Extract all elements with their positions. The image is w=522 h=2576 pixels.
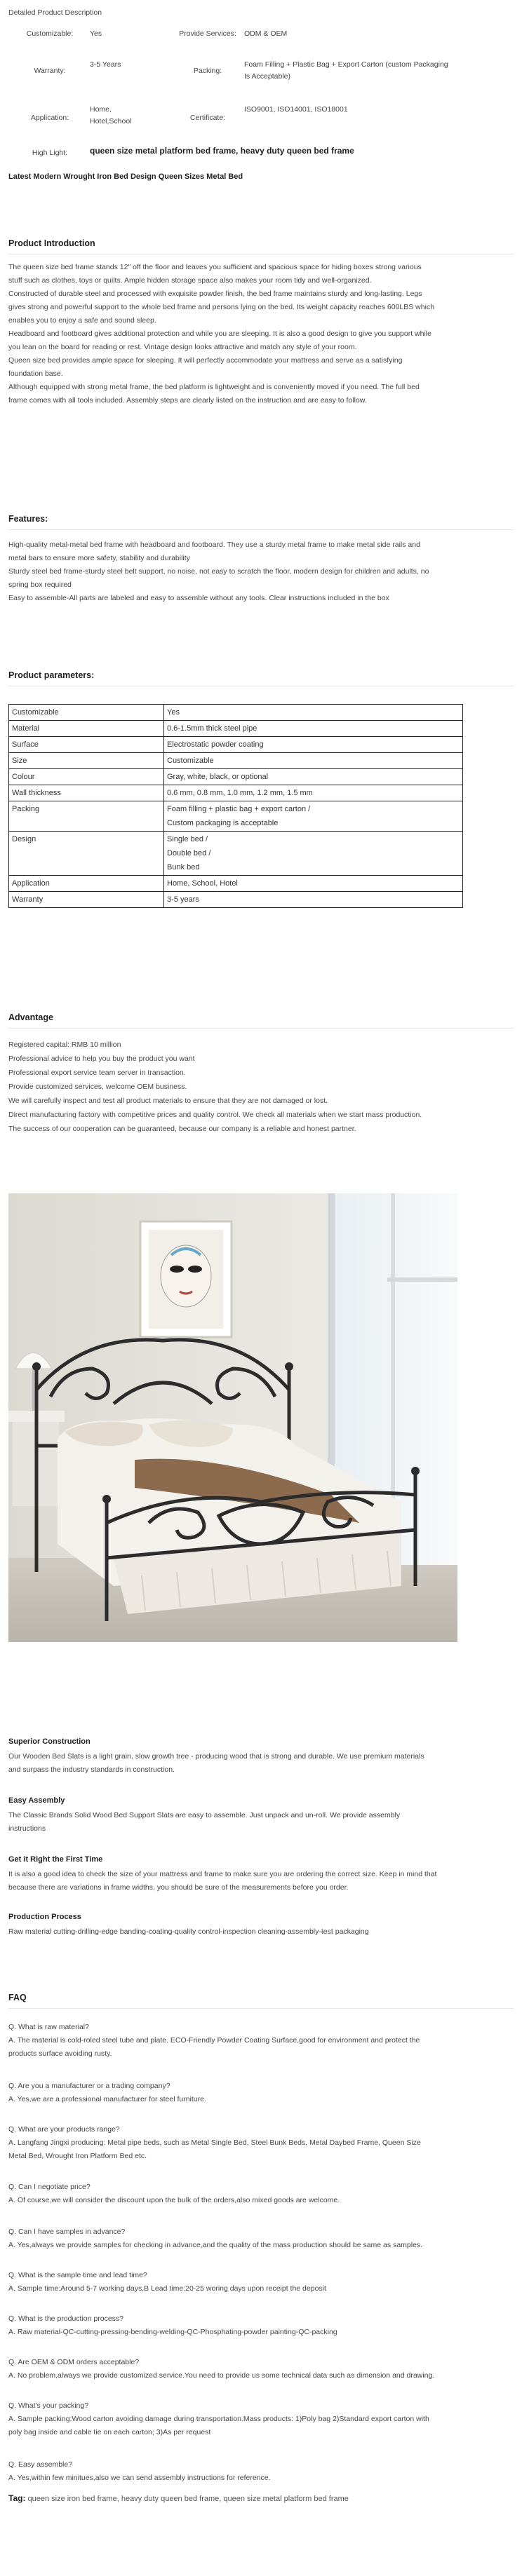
table-row (9, 769, 463, 785)
tag-link[interactable]: heavy duty queen bed frame (121, 2495, 220, 2503)
faq-answer: A. Sample time:Around 5-7 working days,B Lead time:20-25 woring days upon receipt the deposit (8, 2284, 326, 2293)
faq-question: Q. What are your products range? (8, 2125, 120, 2134)
faq-answer: A. Raw material-QC-cutting-pressing-bending-welding-QC-Phosphating-powder painting-QC-packing (8, 2328, 337, 2336)
highlight-label: High Light: (32, 149, 68, 157)
feature-line: metal bars to ensure more safety, stability and durability (8, 554, 190, 562)
table-row (9, 892, 463, 908)
faq-item (8, 2123, 517, 2163)
section-divider (8, 1028, 514, 1029)
section-line: The Classic Brands Solid Wood Bed Support Slats are easy to assemble. Just unpack and un-roll. We provide assembly (8, 1811, 401, 1819)
faq-question: Q. Can I have samples in advance? (8, 2228, 126, 2236)
table-row (9, 705, 463, 721)
param-value-line: Bunk bed (167, 863, 200, 872)
param-value (164, 801, 463, 832)
intro-line: The queen size bed frame stands 12" off the floor and leaves you sufficient and spacious space for hiding boxes strong various (8, 263, 422, 271)
product-photo (8, 1193, 457, 1642)
right-first-time-heading: Get it Right the First Time (8, 1855, 103, 1864)
faq-item (8, 2021, 517, 2061)
param-value: 0.6-1.5mm thick steel pipe (164, 721, 463, 737)
intro-heading: Product Introduction (8, 238, 95, 248)
spec-label-customizable: Customizable: (26, 29, 74, 38)
faq-question: Q. What is the production process? (8, 2314, 123, 2323)
highlight-value: queen size metal platform bed frame, heavy duty queen bed frame (90, 146, 354, 156)
advantage-paragraph (8, 1038, 517, 1136)
intro-line: gives strong and powerful support to the whole bed frame and persons lying on the bed. Its weight capacity reaches 600LBS which (8, 303, 435, 311)
section-divider (8, 254, 514, 255)
spec-value-certificate: ISO9001, ISO14001, ISO18001 (244, 105, 348, 114)
production-process-heading: Production Process (8, 1913, 81, 1921)
construction-heading: Superior Construction (8, 1737, 91, 1746)
param-value-line: Custom packaging is acceptable (167, 819, 279, 827)
advantage-line: Direct manufacturing factory with competitive prices and quality control. We check all materials when we start mass production. (8, 1111, 422, 1119)
faq-question: Q. Are OEM & ODM orders acceptable? (8, 2358, 140, 2366)
intro-line: stuff such as clothes, toys or quilts. Ample hidden storage space also makes your room tidy and well-organized. (8, 276, 372, 285)
param-key: Wall thickness (9, 785, 164, 801)
param-key: Packing (9, 801, 164, 832)
advantage-line: Registered capital: RMB 10 million (8, 1040, 121, 1049)
faq-answer: A. The material is cold-roled steel tube and plate. ECO-Friendly Powder Coating Surface,good for environment and protect the (8, 2036, 420, 2045)
param-value: 3-5 years (164, 892, 463, 908)
faq-answer: A. Yes,we are a professional manufacturer for steel furniture. (8, 2095, 206, 2103)
section-divider (8, 2008, 514, 2009)
param-value-line: Single bed / (167, 835, 208, 843)
param-value: Home, School, Hotel (164, 876, 463, 892)
param-value-line: Foam filling + plastic bag + export carton / (167, 805, 311, 813)
faq-item (8, 2181, 517, 2207)
param-value: 0.6 mm, 0.8 mm, 1.0 mm, 1.2 mm, 1.5 mm (164, 785, 463, 801)
spec-value-packing: Foam Filling + Plastic Bag + Export Carton (custom Packaging Is Acceptable) (244, 60, 448, 81)
faq-item (8, 2458, 517, 2485)
table-row (9, 753, 463, 769)
table-row (9, 737, 463, 753)
intro-line: Headboard and footboard gives additional protection and while you are sleeping. It is also a good design to give you support while (8, 330, 431, 338)
param-key: Warranty (9, 892, 164, 908)
tag-link[interactable]: queen size iron bed frame (27, 2495, 117, 2503)
spec-value-customizable: Yes (90, 29, 102, 38)
faq-question: Q. What is the sample time and lead time? (8, 2271, 147, 2279)
intro-line: Constructed of durable steel and processed with exquisite powder finish, the bed frame maintains sturdy and long-lasting. Legs (8, 290, 422, 298)
params-heading: Product parameters: (8, 670, 95, 680)
section-line: and surpass the industry standards in construction. (8, 1765, 175, 1774)
feature-line: spring box required (8, 581, 72, 589)
faq-item (8, 2399, 517, 2439)
faq-question: Q. Can I negotiate price? (8, 2183, 91, 2191)
construction-paragraph (8, 1750, 517, 1777)
spec-label-warranty: Warranty: (34, 67, 66, 75)
faq-item (8, 2312, 517, 2339)
feature-line: Sturdy steel bed frame-sturdy steel belt support, no noise, not easy to scratch the floor, modern design for children and adults, no (8, 567, 429, 576)
faq-item (8, 2225, 517, 2252)
intro-line: you lean on the board for reading or rest. Vintage design looks attractive and match any style of your room. (8, 343, 357, 351)
section-divider (8, 529, 514, 530)
advantage-heading: Advantage (8, 1012, 53, 1022)
faq-item (8, 2356, 517, 2382)
param-key: Material (9, 721, 164, 737)
faq-item (8, 2269, 517, 2296)
faq-answer: A. No problem,always we provide customized service.You need to provide us some technical data such as dimension and drawing. (8, 2371, 435, 2380)
intro-line: enables you to enjoy a safe and sound sleep. (8, 316, 156, 325)
faq-answer: poly bag inside and cable tie on each carton; 3)As per request (8, 2428, 211, 2436)
spec-value-application: Home, Hotel,School (90, 105, 132, 126)
faq-item (8, 2080, 517, 2106)
advantage-line: Provide customized services, welcome OEM business. (8, 1083, 187, 1091)
param-key: Application (9, 876, 164, 892)
section-line: Raw material cutting-drilling-edge banding-coating-quality control-inspection cleaning-assembly-test packaging (8, 1927, 369, 1936)
bedroom-illustration (8, 1193, 457, 1642)
production-process-paragraph (8, 1925, 517, 1939)
faq-heading: FAQ (8, 1993, 27, 2002)
faq-answer: A. Yes,within few minitues,also we can send assembly instructions for reference. (8, 2474, 271, 2482)
tag-bar: Tag: queen size iron bed frame, heavy duty queen bed frame, queen size metal platform bed frame (8, 2493, 349, 2503)
param-key: Colour (9, 769, 164, 785)
faq-answer: A. Sample packing:Wood carton avoiding damage during transportation.Mass products: 1)Poly bag 2)Standard export carton with (8, 2415, 429, 2423)
params-table (8, 704, 463, 908)
spec-value-warranty: 3-5 Years (90, 60, 121, 69)
section-line: Our Wooden Bed Slats is a light grain, slow growth tree - producing wood that is strong and durable. We use premium materials (8, 1752, 424, 1761)
param-value: Gray, white, black, or optional (164, 769, 463, 785)
detailed-description-title: Detailed Product Description (8, 8, 102, 17)
param-value-line: Double bed / (167, 849, 211, 857)
intro-line: Queen size bed provides ample space for sleeping. It will perfectly accommodate your mattress and serve as a satisfying (8, 356, 403, 365)
faq-answer: Metal Bed, Wrought Iron Platform Bed etc. (8, 2152, 147, 2160)
param-value: Customizable (164, 753, 463, 769)
param-key: Customizable (9, 705, 164, 721)
advantage-line: We will carefully inspect and test all product materials to ensure that they are not damaged or lost. (8, 1097, 328, 1105)
advantage-line: Professional advice to help you buy the product you want (8, 1055, 195, 1063)
param-value: Yes (164, 705, 463, 721)
faq-answer: A. Yes,always we provide samples for checking in advance,and the quality of the mass production should be same as samples. (8, 2241, 423, 2249)
tag-label: Tag: (8, 2493, 26, 2503)
param-key: Size (9, 753, 164, 769)
feature-line: Easy to assemble-All parts are labeled and easy to assemble without any tools. Clear instructions included in the box (8, 594, 389, 602)
intro-line: Although equipped with strong metal frame, the bed platform is lightweight and is conveniently moved if you need. The full bed (8, 383, 420, 391)
assembly-paragraph (8, 1809, 517, 1836)
param-value (164, 832, 463, 876)
spec-label-application: Application: (30, 114, 69, 122)
intro-line: frame comes with all tools included. Assembly steps are clearly listed on the instruction and are easy to follow. (8, 396, 367, 405)
spec-label-certificate: Certificate: (189, 114, 226, 122)
feature-line: High-quality metal-metal bed frame with headboard and footboard. They use a sturdy metal frame to make metal side rails and (8, 541, 420, 549)
advantage-line: The success of our cooperation can be guaranteed, because our company is a reliable and honest partner. (8, 1125, 356, 1133)
right-first-time-paragraph (8, 1868, 517, 1894)
table-row (9, 721, 463, 737)
product-subtitle: Latest Modern Wrought Iron Bed Design Queen Sizes Metal Bed (8, 172, 243, 181)
intro-paragraph (8, 261, 517, 407)
faq-answer: A. Langfang Jingxi producing: Metal pipe beds, such as Metal Single Bed, Steel Bunk Beds, Metal Daybed Frame, Queen Size (8, 2138, 421, 2147)
param-key: Design (9, 832, 164, 876)
section-line: It is also a good idea to check the size of your mattress and frame to make sure you are ordering the correct size. Keep in mind that (8, 1870, 437, 1878)
intro-line: foundation base. (8, 370, 63, 378)
faq-answer: A. Of course,we will consider the discount upon the bulk of the orders,also mixed goods are welcome. (8, 2196, 340, 2204)
param-key: Surface (9, 737, 164, 753)
table-row (9, 801, 463, 832)
advantage-line: Professional export service team server in transaction. (8, 1069, 186, 1077)
spec-label-services: Provide Services: (179, 29, 236, 38)
faq-question: Q. Easy assemble? (8, 2460, 73, 2469)
table-row (9, 832, 463, 876)
table-row (9, 876, 463, 892)
features-heading: Features: (8, 514, 48, 524)
section-line: instructions (8, 1824, 46, 1833)
faq-question: Q. Are you a manufacturer or a trading company? (8, 2082, 170, 2090)
faq-question: Q. What is raw material? (8, 2023, 89, 2031)
faq-question: Q. What's your packing? (8, 2401, 89, 2410)
param-value: Electrostatic powder coating (164, 737, 463, 753)
spec-label-packing: Packing: (193, 67, 222, 75)
features-paragraph (8, 538, 517, 605)
assembly-heading: Easy Assembly (8, 1796, 65, 1805)
faq-answer: products surface avoiding rusty. (8, 2049, 112, 2058)
table-row (9, 785, 463, 801)
section-line: because there are variations in frame widths, you should be sure of the measurements before you order. (8, 1883, 349, 1892)
tag-link[interactable]: queen size metal platform bed frame (223, 2495, 349, 2503)
spec-value-services: ODM & OEM (244, 29, 288, 38)
